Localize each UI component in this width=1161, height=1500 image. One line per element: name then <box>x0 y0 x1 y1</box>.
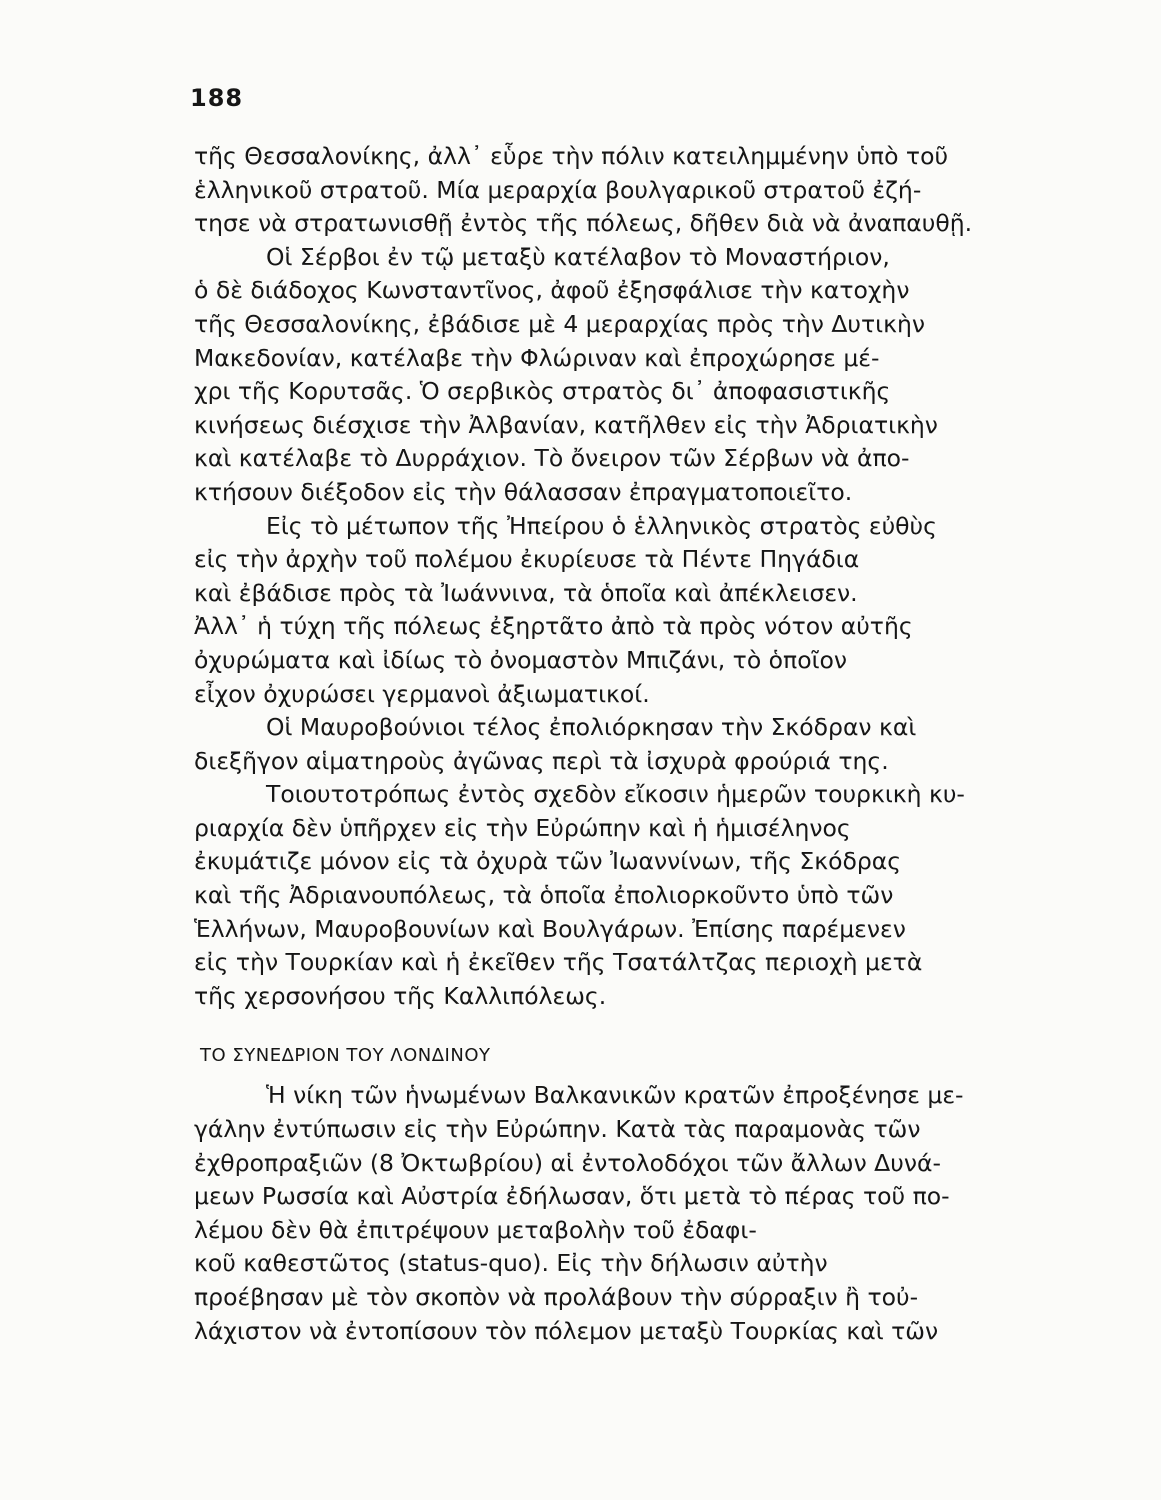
paragraph-start: Τοιουτοτρόπως ἐντὸς σχεδὸν εἴκοσιν ἡμερῶν τουρκικὴ κυ- <box>266 780 965 809</box>
text-line: χρι τῆς Κορυτσᾶς. Ὁ σερβικὸς στρατὸς δι᾽ ἀποφασιστικῆς <box>194 377 891 406</box>
text-line: τῆς χερσονήσου τῆς Καλλιπόλεως. <box>194 981 607 1010</box>
text-line: λάχιστον νὰ ἐντοπίσουν τὸν πόλεμον μεταξὺ Τουρκίας καὶ τῶν <box>194 1316 939 1345</box>
text-line: καὶ κατέλαβε τὸ Δυρράχιον. Τὸ ὄνειρον τῶν Σέρβων νὰ ἀπο- <box>194 444 910 473</box>
page-number: 188 <box>190 84 244 112</box>
text-line: διεξῆγον αἱματηροὺς ἀγῶνας περὶ τὰ ἰσχυρὰ φρούριά της. <box>194 746 889 775</box>
text-line: τῆς Θεσσαλονίκης, ἀλλ᾽ εὗρε τὴν πόλιν κατειλημμένην ὑπὸ τοῦ <box>194 142 949 170</box>
text-line: ἐχθροπραξιῶν (8 Ὀκτωβρίου) αἱ ἐντολοδόχοι τῶν ἄλλων Δυνά- <box>194 1148 941 1177</box>
text-line: ὁ δὲ διάδοχος Κωνσταντῖνος, ἀφοῦ ἐξησφάλισε τὴν κατοχὴν <box>194 276 910 305</box>
text-line: εἶχον ὀχυρώσει γερμανοὶ ἀξιωματικοί. <box>194 679 650 708</box>
text-line: ριαρχία δὲν ὑπῆρχεν εἰς τὴν Εὐρώπην καὶ ἡ ἡμισέληνος <box>194 813 851 842</box>
text-line: ἑλληνικοῦ στρατοῦ. Μία μεραρχία βουλγαρικοῦ στρατοῦ ἐζή- <box>194 175 922 204</box>
text-line: Μακεδονίαν, κατέλαβε τὴν Φλώριναν καὶ ἐπροχώρησε μέ- <box>194 343 880 372</box>
paragraph-start: Εἰς τὸ μέτωπον τῆς Ἠπείρου ὁ ἑλληνικὸς στρατὸς εὐθὺς <box>266 511 937 540</box>
text-line: τησε νὰ στρατωνισθῇ ἐντὸς τῆς πόλεως, δῆθεν διὰ νὰ ἀναπαυθῇ. <box>194 209 973 238</box>
text-line: κοῦ καθεστῶτος (status-quo). Εἰς τὴν δήλωσιν αὐτὴν <box>194 1249 828 1278</box>
text-line: ἐκυμάτιζε μόνον εἰς τὰ ὀχυρὰ τῶν Ἰωαννίνων, τῆς Σκόδρας <box>194 847 902 876</box>
section-heading: ΤΟ ΣΥΝΕΔΡΙΟΝ ΤΟΥ ΛΟΝΔΙΝΟΥ <box>200 1045 491 1067</box>
text-line: κινήσεως διέσχισε τὴν Ἀλβανίαν, κατῆλθεν εἰς τὴν Ἀδριατικὴν <box>194 410 938 439</box>
text-line: κτήσουν διέξοδον εἰς τὴν θάλασσαν ἐπραγματοποιεῖτο. <box>194 477 853 506</box>
text-line: μεων Ρωσσία καὶ Αὐστρία ἐδήλωσαν, ὅτι μετὰ τὸ πέρας τοῦ πο- <box>194 1182 950 1211</box>
text-line: τῆς Θεσσαλονίκης, ἐβάδισε μὲ 4 μεραρχίας πρὸς τὴν Δυτικὴν <box>194 309 926 338</box>
paragraph-start: Ἡ νίκη τῶν ἡνωμένων Βαλκανικῶν κρατῶν ἐπροξένησε με- <box>266 1081 964 1110</box>
text-line: καὶ ἐβάδισε πρὸς τὰ Ἰωάννινα, τὰ ὁποῖα καὶ ἀπέκλεισεν. <box>194 578 858 607</box>
text-line: Ἑλλήνων, Μαυροβουνίων καὶ Βουλγάρων. Ἐπίσης παρέμενεν <box>194 914 906 943</box>
paragraph-start: Οἱ Μαυροβούνιοι τέλος ἐπολιόρκησαν τὴν Σκόδραν καὶ <box>266 713 917 742</box>
paragraph-start: Οἱ Σέρβοι ἐν τῷ μεταξὺ κατέλαβον τὸ Μοναστήριον, <box>266 242 890 271</box>
text-line: καὶ τῆς Ἀδριανουπόλεως, τὰ ὁποῖα ἐπολιορκοῦντο ὑπὸ τῶν <box>194 881 894 910</box>
text-line: προέβησαν μὲ τὸν σκοπὸν νὰ προλάβουν τὴν σύρραξιν ἢ τοὐ- <box>194 1283 919 1311</box>
text-line: γάλην ἐντύπωσιν εἰς τὴν Εὐρώπην. Κατὰ τὰς παραμονὰς τῶν <box>194 1115 921 1144</box>
body-text <box>194 140 1159 1348</box>
text-line: εἰς τὴν Τουρκίαν καὶ ἡ ἐκεῖθεν τῆς Τσατάλτζας περιοχὴ μετὰ <box>194 948 923 977</box>
text-line: Ἀλλ᾽ ἡ τύχη τῆς πόλεως ἐξηρτᾶτο ἀπὸ τὰ πρὸς νότον αὐτῆς <box>194 612 913 641</box>
text-line: εἰς τὴν ἀρχὴν τοῦ πολέμου ἐκυρίευσε τὰ Πέντε Πηγάδια <box>194 545 860 574</box>
text-line: ὀχυρώματα καὶ ἰδίως τὸ ὀνομαστὸν Μπιζάνι, τὸ ὁποῖον <box>194 645 848 674</box>
text-line: λέμου δὲν θὰ ἐπιτρέψουν μεταβολὴν τοῦ ἐδαφι- <box>194 1215 757 1244</box>
